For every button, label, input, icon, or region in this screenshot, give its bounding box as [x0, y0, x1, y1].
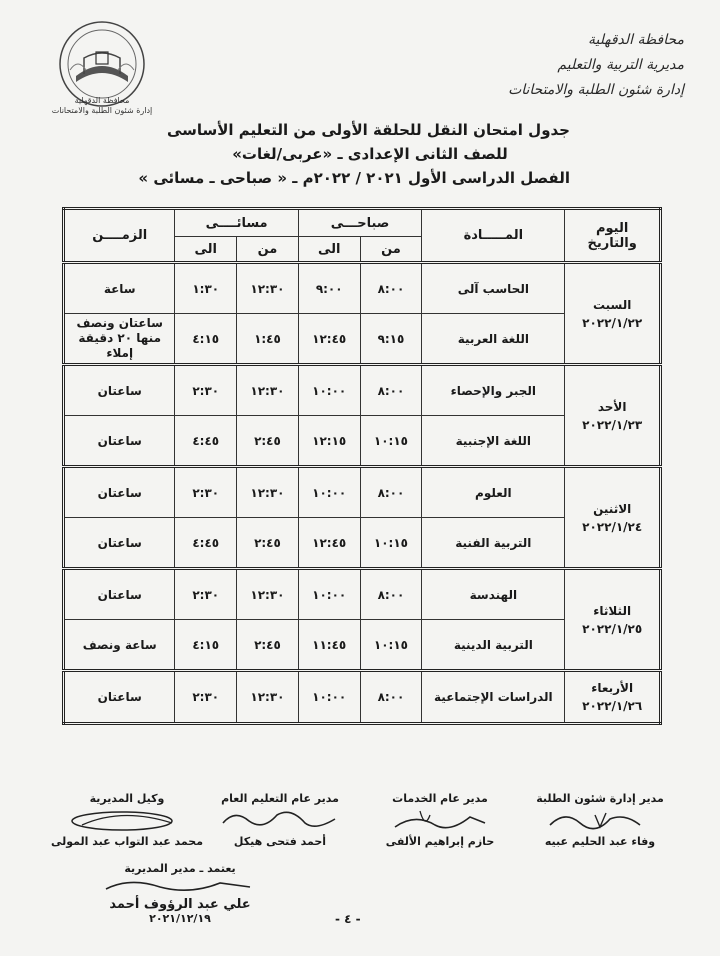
evening-to-cell: ٢:٣٠ [175, 467, 237, 518]
signature-name: حازم إبراهيم الألفى [385, 835, 495, 848]
morning-to-cell: ١٢:٤٥ [298, 314, 360, 365]
morning-from-cell: ٨:٠٠ [360, 569, 422, 620]
duration-cell: ساعتان [64, 416, 175, 467]
duration-cell: ساعتان [64, 365, 175, 416]
morning-from-cell: ٨:٠٠ [360, 467, 422, 518]
director-date: ٢٠٢١/١٢/١٩ [149, 912, 211, 925]
subject-cell: التربية الفنية [422, 518, 565, 569]
handwritten-signature-icon [540, 805, 660, 835]
morning-to-cell: ١٠:٠٠ [298, 365, 360, 416]
duration-cell: ساعتان [64, 518, 175, 569]
table-row [64, 365, 661, 416]
day-name: الأربعاء [591, 681, 634, 695]
evening-from-cell: ١٢:٣٠ [237, 569, 299, 620]
day-name: الأحد [597, 399, 627, 414]
header-evening-to: الى [175, 237, 237, 263]
morning-from-cell: ٩:١٥ [360, 314, 422, 365]
duration-note: منها ٢٠ دقيقة إملاء [78, 331, 162, 360]
evening-to-cell: ٤:١٥ [175, 620, 237, 671]
evening-from-cell: ١:٤٥ [237, 314, 299, 365]
handwritten-signature-icon [62, 805, 192, 835]
evening-to-cell: ٤:٤٥ [175, 416, 237, 467]
morning-to-cell: ١١:٤٥ [298, 620, 360, 671]
header-morning: صباحـــى [298, 209, 422, 237]
morning-from-cell: ١٠:١٥ [360, 416, 422, 467]
evening-from-cell: ٢:٤٥ [237, 518, 299, 569]
morning-from-cell: ١٠:١٥ [360, 620, 422, 671]
header-day-date: اليوم والتاريخ [565, 209, 661, 263]
signature-role: مدير إدارة شئون الطلبة [536, 792, 664, 805]
duration-cell: ساعة ونصف [64, 620, 175, 671]
handwritten-signature-icon [380, 805, 500, 835]
duration-cell: ساعتان [64, 569, 175, 620]
subject-cell: الحاسب آلى [422, 263, 565, 314]
page-number: - ٤ - [335, 912, 361, 926]
table-row [64, 467, 661, 518]
signature-director [70, 862, 290, 925]
duration-cell: ساعتان [64, 671, 175, 724]
director-name: علي عبد الرؤوف أحمد [109, 897, 251, 912]
signature-services [360, 792, 520, 848]
header-directorate: مديرية التربية والتعليم [557, 57, 684, 73]
exam-schedule-table [62, 207, 662, 725]
handwritten-header [464, 28, 684, 103]
morning-to-cell: ١٠:٠٠ [298, 467, 360, 518]
day-date: ٢٠٢٢/١/٢٣ [582, 417, 643, 432]
header-governorate: محافظة الدقهلية [588, 32, 684, 48]
day-date: ٢٠٢٢/١/٢٢ [582, 315, 643, 330]
evening-to-cell: ١:٣٠ [175, 263, 237, 314]
morning-to-cell: ١٠:٠٠ [298, 671, 360, 724]
morning-to-cell: ٩:٠٠ [298, 263, 360, 314]
title-line-3: الفصل الدراسى الأول ٢٠٢١ / ٢٠٢٢م ـ « صباحى ـ مسائى » [138, 169, 570, 187]
subject-cell: الدراسات الإجتماعية [422, 671, 565, 724]
table-row [64, 671, 661, 724]
duration-cell [64, 314, 175, 365]
day-date: ٢٠٢٢/١/٢٤ [582, 519, 643, 534]
logo-text-top: محافظة الدقهلية [74, 96, 130, 105]
header-department: إدارة شئون الطلبة والامتحانات [508, 82, 684, 98]
evening-to-cell: ٢:٣٠ [175, 365, 237, 416]
header-evening-from: من [237, 237, 299, 263]
table-row [64, 569, 661, 620]
day-cell [565, 671, 661, 724]
evening-from-cell: ٢:٤٥ [237, 620, 299, 671]
approval-label: يعتمد ـ مدير المديرية [124, 862, 236, 875]
handwritten-signature-icon [100, 875, 260, 897]
signature-education [200, 792, 360, 848]
day-cell [565, 263, 661, 365]
morning-to-cell: ١٠:٠٠ [298, 569, 360, 620]
day-date: ٢٠٢٢/١/٢٦ [582, 699, 643, 713]
day-date: ٢٠٢٢/١/٢٥ [582, 621, 643, 636]
subject-cell: العلوم [422, 467, 565, 518]
title-line-2: للصف الثانى الإعدادى ـ «عربى/لغات» [232, 145, 508, 163]
evening-to-cell: ٢:٣٠ [175, 569, 237, 620]
duration-cell: ساعتان [64, 467, 175, 518]
subject-cell: الهندسة [422, 569, 565, 620]
morning-from-cell: ١٠:١٥ [360, 518, 422, 569]
signature-role: مدير عام التعليم العام [221, 792, 339, 805]
logo-text-bottom: إدارة شئون الطلبة والامتحانات [51, 106, 153, 115]
day-cell [565, 467, 661, 569]
evening-from-cell: ١٢:٣٠ [237, 467, 299, 518]
handwritten-signature-icon [215, 805, 345, 835]
header-duration: الزمــــن [64, 209, 175, 263]
duration-cell: ساعة [64, 263, 175, 314]
subject-cell: التربية الدينية [422, 620, 565, 671]
header-morning-to: الى [298, 237, 360, 263]
signature-role: وكيل المديرية [89, 792, 165, 805]
signature-name: محمد عبد التواب عبد المولى [50, 835, 204, 848]
morning-from-cell: ٨:٠٠ [360, 671, 422, 724]
subject-cell: الجبر والإحصاء [422, 365, 565, 416]
evening-to-cell: ٢:٣٠ [175, 671, 237, 724]
day-name: السبت [592, 297, 632, 312]
signature-name: وفاء عبد الحليم عبيه [544, 835, 656, 848]
logo-caption [46, 96, 158, 116]
morning-from-cell: ٨:٠٠ [360, 263, 422, 314]
signature-deputy [42, 792, 212, 848]
day-cell [565, 365, 661, 467]
evening-from-cell: ١٢:٣٠ [237, 671, 299, 724]
header-evening: مسائــــى [175, 209, 298, 237]
evening-to-cell: ٤:٤٥ [175, 518, 237, 569]
day-name: الثلاثاء [593, 603, 632, 618]
day-name: الاثنين [593, 501, 632, 516]
title-line-1: جدول امتحان النقل للحلقة الأولى من التعليم الأساسى [166, 121, 570, 139]
evening-to-cell: ٤:١٥ [175, 314, 237, 365]
header-morning-from: من [360, 237, 422, 263]
duration-main: ساعتان ونصف [76, 316, 163, 330]
header-subject: المـــــادة [422, 209, 565, 263]
table-row [64, 263, 661, 314]
document-title [138, 118, 570, 190]
morning-to-cell: ١٢:١٥ [298, 416, 360, 467]
evening-from-cell: ١٢:٣٠ [237, 263, 299, 314]
signature-name: أحمد فتحى هيكل [233, 835, 327, 848]
subject-cell: اللغة العربية [422, 314, 565, 365]
evening-from-cell: ٢:٤٥ [237, 416, 299, 467]
morning-to-cell: ١٢:٤٥ [298, 518, 360, 569]
day-cell [565, 569, 661, 671]
morning-from-cell: ٨:٠٠ [360, 365, 422, 416]
subject-cell: اللغة الإجنبية [422, 416, 565, 467]
evening-from-cell: ١٢:٣٠ [237, 365, 299, 416]
header-row [64, 209, 661, 237]
signature-role: مدير عام الخدمات [392, 792, 488, 805]
signature-students-affairs [510, 792, 690, 848]
